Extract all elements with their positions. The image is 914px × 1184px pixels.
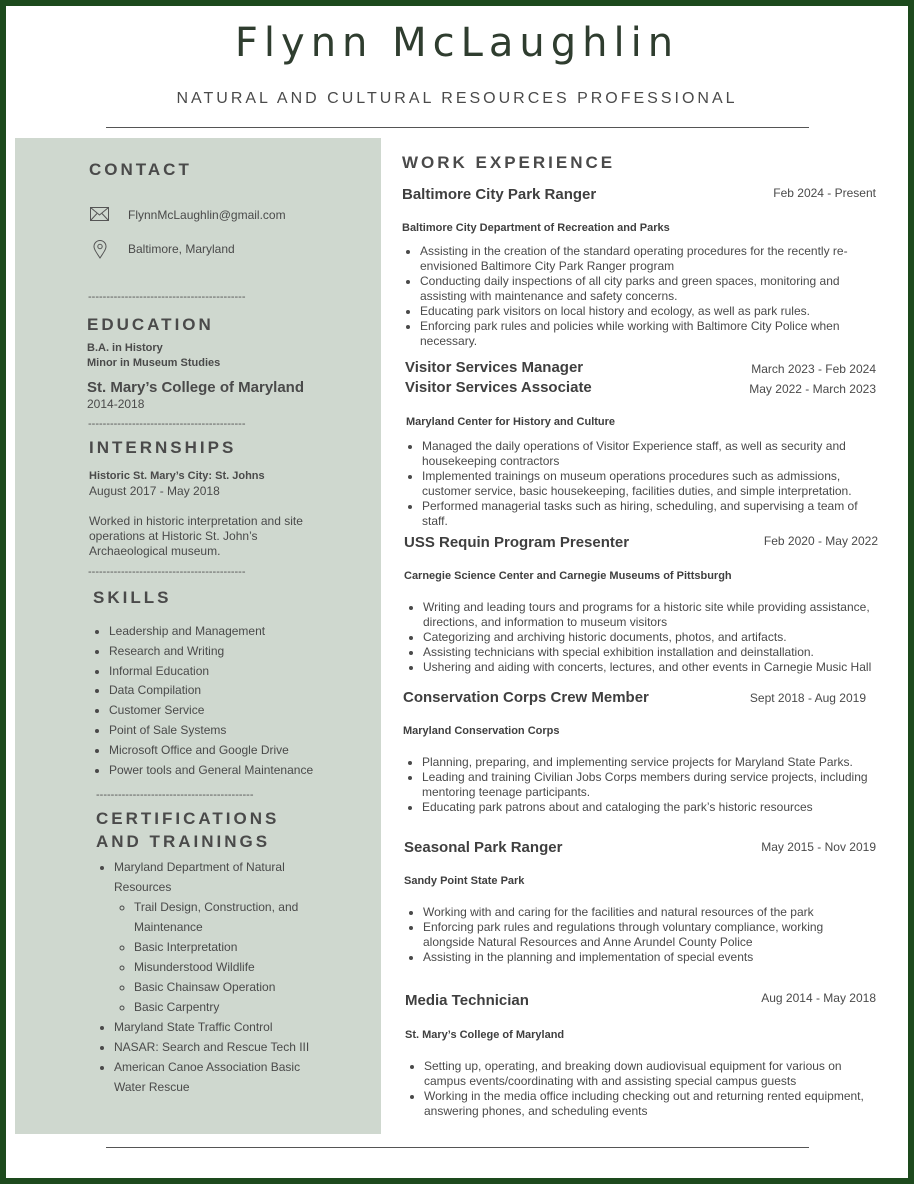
map-pin-icon: [93, 240, 107, 264]
job-organization: Maryland Center for History and Culture: [406, 416, 616, 428]
job-title: Seasonal Park Ranger: [404, 839, 563, 856]
job-title: Visitor Services Manager: [405, 359, 584, 376]
job-title: Media Technician: [405, 992, 529, 1009]
skill-item: • Data Compilation: [109, 681, 329, 701]
job-bullet: • Writing and leading tours and programs for a historic site while providing assistance, directions, and information to museum visitors: [423, 600, 875, 630]
internships-heading: INTERNSHIPS: [89, 438, 237, 457]
job-date: Feb 2020 - May 2022: [763, 534, 878, 548]
skill-item: • Power tools and General Maintenance: [109, 761, 329, 781]
skills-list: [89, 622, 329, 780]
job-bullet: • Performed managerial tasks such as hiring, scheduling, and supervising a team of staff.: [422, 499, 878, 529]
header-divider: [106, 127, 809, 128]
certification-item: • Maryland State Traffic Control: [114, 1017, 314, 1037]
job-bullet: • Working with and caring for the facilities and natural resources of the park: [423, 905, 875, 920]
job-date: Sept 2018 - Aug 2019: [749, 691, 866, 705]
job-bullets: [406, 1059, 876, 1119]
job-bullet: • Assisting in the planning and implementation of special events: [423, 950, 875, 965]
job-bullet: • Assisting technicians with special exhibition installation and deinstallation.: [423, 645, 875, 660]
job-organization: Baltimore City Department of Recreation and Parks: [402, 222, 670, 234]
contact-email-row: [90, 207, 109, 221]
skill-item: • Microsoft Office and Google Drive: [109, 741, 329, 761]
person-name: Flynn McLaughlin: [234, 20, 680, 66]
job-bullet: • Implemented trainings on museum operations procedures such as admissions, customer service, basic housekeeping, facilities duties, and simple interpretation.: [422, 469, 878, 499]
certifications-list: [94, 857, 314, 1097]
certification-subitem: ◦ Basic Chainsaw Operation: [134, 977, 314, 997]
job-bullets: [404, 755, 874, 815]
job-bullet: • Managed the daily operations of Visitor Experience staff, as well as security and housekeeping contractors: [422, 439, 878, 469]
degree: B.A. in History: [87, 342, 163, 354]
certification-label: Maryland Department of Natural Resources: [114, 860, 285, 894]
job-title: USS Requin Program Presenter: [404, 534, 630, 551]
skill-item: • Point of Sale Systems: [109, 721, 329, 741]
certifications-heading-line2: AND TRAININGS: [96, 832, 271, 851]
job-title-secondary: Visitor Services Associate: [405, 379, 592, 396]
job-bullet: • Enforcing park rules and policies while working with Baltimore City Police when necessary.: [420, 319, 878, 349]
job-title: Baltimore City Park Ranger: [402, 186, 597, 203]
job-bullets: [405, 905, 875, 965]
job-bullets: [402, 244, 878, 349]
job-organization: Maryland Conservation Corps: [403, 725, 560, 737]
certification-item: • NASAR: Search and Rescue Tech III: [114, 1037, 314, 1057]
job-bullets: [404, 439, 878, 529]
minor: Minor in Museum Studies: [87, 357, 221, 369]
job-bullet: • Ushering and aiding with concerts, lectures, and other events in Carnegie Music Hall: [423, 660, 875, 675]
job-bullet: • Educating park visitors on local history and ecology, as well as park rules.: [420, 304, 878, 319]
certification-sublist: [114, 897, 314, 1017]
job-organization: St. Mary’s College of Maryland: [405, 1029, 565, 1041]
internship-description: Worked in historic interpretation and site operations at Historic St. John’s Archaeological museum.: [89, 514, 303, 558]
skill-item: • Customer Service: [109, 701, 329, 721]
certification-item: [114, 857, 314, 1017]
job-bullet: • Setting up, operating, and breaking down audiovisual equipment for various on campus events/coordinating with and assisting special campus guests: [424, 1059, 876, 1089]
footer-divider: [106, 1147, 809, 1148]
job-date: Feb 2024 - Present: [773, 186, 876, 200]
contact-email[interactable]: FlynnMcLaughlin@gmail.com: [128, 208, 286, 222]
certification-subitem: ◦ Misunderstood Wildlife: [134, 957, 314, 977]
school-name: St. Mary’s College of Maryland: [87, 379, 304, 396]
certification-subitem: ◦ Basic Carpentry: [134, 997, 314, 1017]
envelope-icon: [90, 207, 109, 221]
contact-location: Baltimore, Maryland: [128, 242, 235, 256]
job-bullet: • Assisting in the creation of the standard operating procedures for the recently re-envisioned Baltimore City Park Ranger program: [420, 244, 878, 274]
work-experience-heading: WORK EXPERIENCE: [402, 153, 616, 172]
school-years: 2014-2018: [87, 397, 145, 411]
certification-item: • American Canoe Association Basic Water Rescue: [114, 1057, 314, 1097]
job-date: Aug 2014 - May 2018: [761, 991, 876, 1005]
internship-place: Historic St. Mary’s City: St. Johns: [89, 470, 265, 482]
job-bullet: • Working in the media office including checking out and returning rented equipment, answering phones, and scheduling events: [424, 1089, 876, 1119]
sidebar-divider: -------------------------------------------: [96, 789, 254, 801]
job-date-secondary: May 2022 - March 2023: [749, 382, 876, 396]
job-bullet: • Planning, preparing, and implementing service projects for Maryland State Parks.: [422, 755, 874, 770]
sidebar-divider: -------------------------------------------: [88, 291, 246, 303]
certification-subitem: ◦ Trail Design, Construction, and Maintenance: [134, 897, 314, 937]
skill-item: • Informal Education: [109, 662, 329, 682]
job-date: March 2023 - Feb 2024: [751, 362, 876, 376]
sidebar-divider: -------------------------------------------: [88, 418, 246, 430]
job-bullet: • Categorizing and archiving historic documents, photos, and artifacts.: [423, 630, 875, 645]
skills-heading: SKILLS: [93, 588, 172, 607]
job-bullets: [405, 600, 875, 675]
job-date: May 2015 - Nov 2019: [761, 840, 876, 854]
job-organization: Carnegie Science Center and Carnegie Museums of Pittsburgh: [404, 570, 732, 582]
certifications-heading: CERTIFICATIONS: [96, 809, 280, 828]
job-bullet: • Conducting daily inspections of all city parks and green spaces, monitoring and assisting with maintenance and safety concerns.: [420, 274, 878, 304]
job-bullet: • Enforcing park rules and regulations through voluntary compliance, working alongside Natural Resources and Anne Arundel County Police: [423, 920, 875, 950]
job-organization: Sandy Point State Park: [404, 875, 525, 887]
job-bullet: • Leading and training Civilian Jobs Corps members during service projects, including mentoring teenage participants.: [422, 770, 874, 800]
certification-subitem: ◦ Basic Interpretation: [134, 937, 314, 957]
job-bullet: • Educating park patrons about and cataloging the park’s historic resources: [422, 800, 874, 815]
internship-dates: August 2017 - May 2018: [89, 484, 220, 498]
education-heading: EDUCATION: [87, 315, 214, 334]
contact-heading: CONTACT: [89, 160, 192, 179]
sidebar-divider: -------------------------------------------: [88, 566, 246, 578]
skill-item: • Leadership and Management: [109, 622, 329, 642]
professional-title: NATURAL AND CULTURAL RESOURCES PROFESSIONAL: [176, 90, 738, 107]
job-title: Conservation Corps Crew Member: [403, 689, 649, 706]
skill-item: • Research and Writing: [109, 642, 329, 662]
